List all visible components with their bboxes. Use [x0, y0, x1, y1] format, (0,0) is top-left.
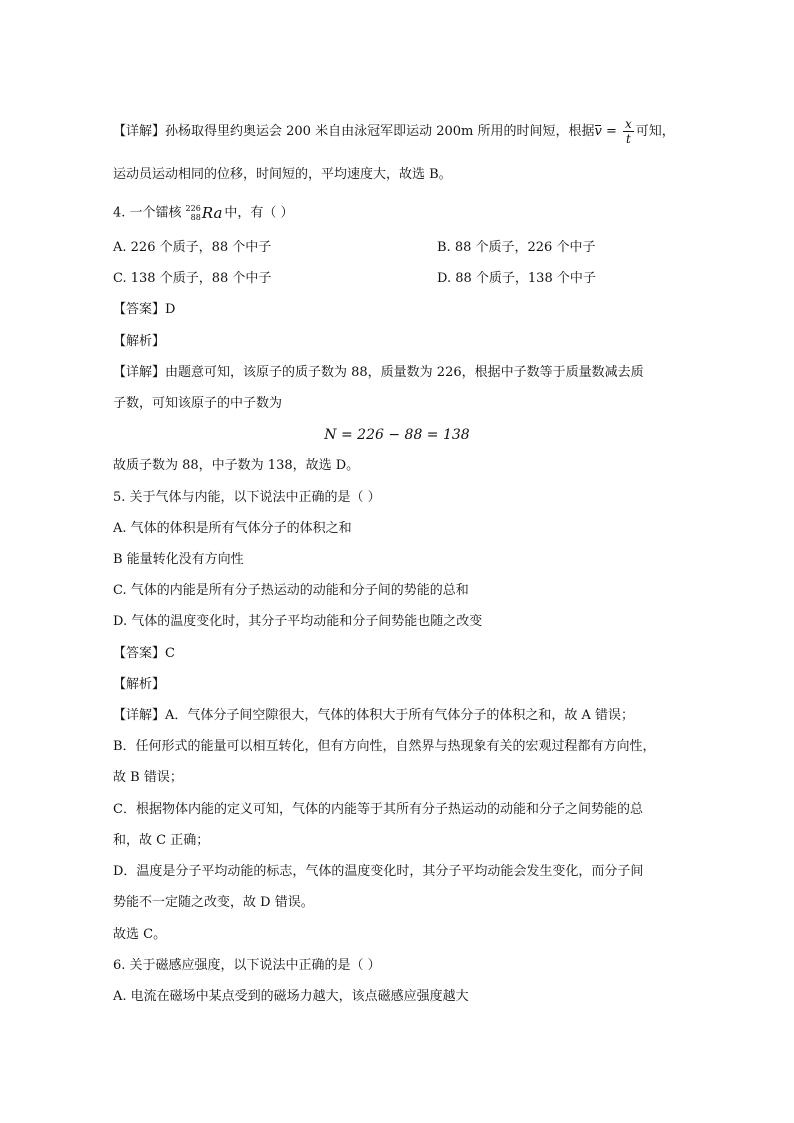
- radium-nuclide: [186, 204, 223, 223]
- q5-answer: 【答案】C: [113, 646, 175, 661]
- q5-detail-c2: 和，故 C 正确；: [113, 833, 210, 848]
- q4-option-c: C. 138 个质子，88 个中子: [113, 271, 272, 286]
- q5-analysis: 【解析】: [113, 677, 166, 692]
- q4-option-b: B. 88 个质子，226 个中子: [437, 240, 596, 255]
- explain-text-b: 可知，: [635, 124, 675, 139]
- element-symbol: Ra: [201, 204, 223, 222]
- q4-prefix: 4. 一个镭核: [113, 205, 182, 221]
- q6-option-a: A. 电流在磁场中某点受到的磁场力越大，该点磁感应强度越大: [113, 989, 469, 1004]
- q6-stem: 6. 关于磁感应强度，以下说法中正确的是（ ）: [113, 958, 381, 973]
- q5-detail-a: 【详解】A．气体分子间空隙很大，气体的体积大于所有气体分子的体积之和，故 A 错误；: [113, 708, 635, 723]
- q5-option-a: A. 气体的体积是所有气体分子的体积之和: [113, 521, 352, 536]
- q5-option-c: C. 气体的内能是所有分子热运动的动能和分子间的势能的总和: [113, 583, 469, 598]
- nuclide-scripts: [186, 204, 201, 222]
- formula-equals: =: [601, 124, 622, 139]
- q4-detail-2: 子数，可知该原子的中子数为: [113, 396, 283, 411]
- formula-fraction: [623, 117, 634, 146]
- q5-detail-b1: B．任何形式的能量可以相互转化，但有方向性，自然界与热现象有关的宏观过程都有方向性，: [113, 739, 656, 754]
- explain-text-a: 【详解】孙杨取得里约奥运会 200 米自由泳冠军即运动 200m 所用的时间短，根据: [113, 124, 595, 139]
- mass-number: 226: [185, 204, 201, 213]
- formula-velocity: v: [594, 124, 602, 139]
- explain-line-1: [113, 117, 675, 146]
- q4-suffix: 中，有（ ）: [224, 205, 294, 221]
- formula-numerator: x: [625, 117, 632, 131]
- formula-denominator: t: [625, 132, 631, 146]
- q5-stem: 5. 关于气体与内能，以下说法中正确的是（ ）: [113, 490, 381, 505]
- q5-option-d: D. 气体的温度变化时，其分子平均动能和分子间势能也随之改变: [113, 614, 483, 629]
- q4-detail-1: 【详解】由题意可知，该原子的质子数为 88，质量数为 226，根据中子数等于质量数减去质: [113, 365, 644, 380]
- atomic-number: 88: [190, 213, 201, 222]
- q5-conclusion: 故选 C。: [113, 927, 167, 942]
- q5-detail-b2: 故 B 错误；: [113, 770, 183, 785]
- q5-option-b: B 能量转化没有方向性: [113, 552, 244, 567]
- q5-detail-c1: C．根据物体内能的定义可知，气体的内能等于其所有分子热运动的动能和分子之间势能的总: [113, 802, 643, 817]
- q4-analysis: 【解析】: [113, 334, 166, 349]
- q5-detail-d2: 势能不一定随之改变，故 D 错误。: [113, 895, 314, 910]
- q4-option-d: D. 88 个质子，138 个中子: [437, 271, 596, 286]
- q4-conclusion: 故质子数为 88，中子数为 138，故选 D。: [113, 458, 360, 473]
- q4-stem: [113, 204, 294, 223]
- q4-answer: 【答案】D: [113, 302, 176, 317]
- q5-detail-d1: D．温度是分子平均动能的标志，气体的温度变化时，其分子平均动能会发生变化，而分子间: [113, 864, 644, 879]
- q4-equation: N = 226 − 88 = 138: [324, 427, 470, 443]
- q4-option-a: A. 226 个质子，88 个中子: [113, 240, 272, 255]
- explain-line-2: 运动员运动相同的位移，时间短的，平均速度大，故选 B。: [113, 167, 452, 182]
